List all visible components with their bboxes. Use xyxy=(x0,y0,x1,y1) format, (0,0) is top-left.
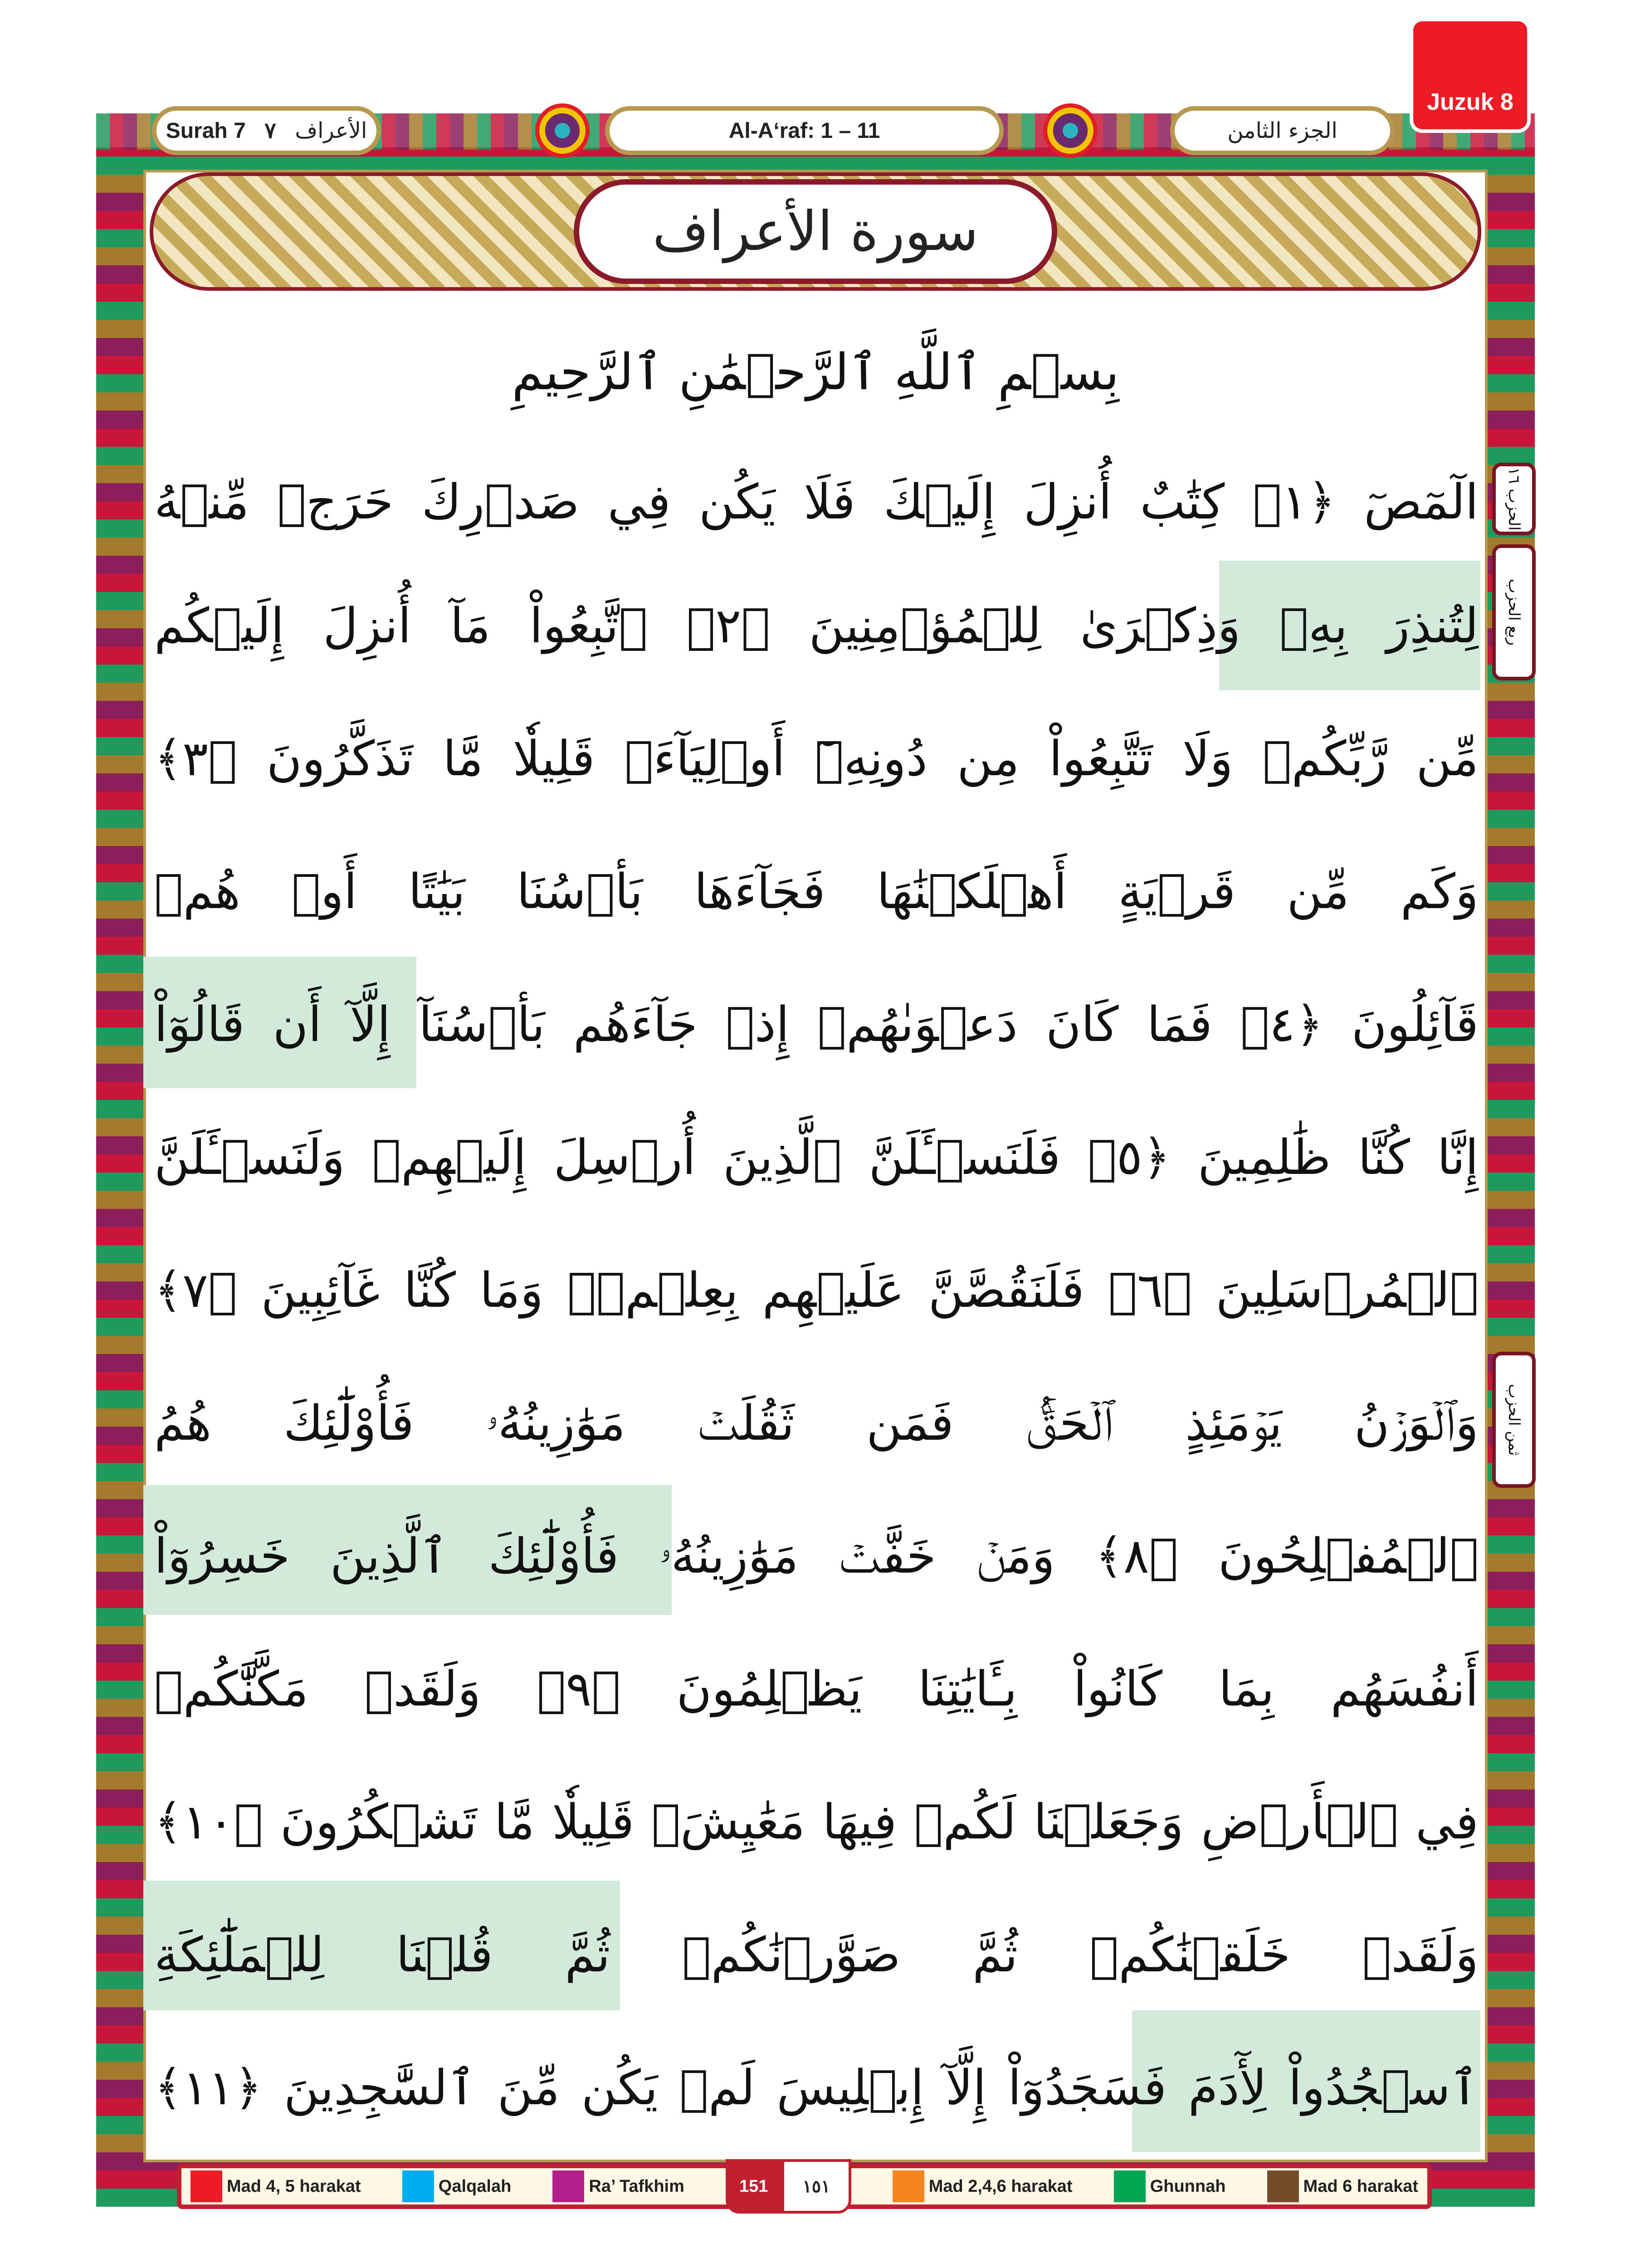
legend-swatch xyxy=(1267,2170,1299,2202)
bismillah: بِسۡمِ ٱللَّهِ ٱلرَّحۡمَٰنِ ٱلرَّحِيمِ xyxy=(512,343,1119,401)
legend-item xyxy=(190,2170,361,2202)
legend-swatch xyxy=(402,2170,434,2202)
legend-item xyxy=(552,2170,684,2202)
surah-name-ar: الأعراف xyxy=(295,118,367,143)
legend-item xyxy=(1114,2170,1226,2202)
verse-line: وَكَم مِّن قَرۡيَةٍ أَهۡلَكۡنَٰهَا فَجَآءَهَا بَأۡسُنَا بَيَٰتًا أَوۡ هُمۡ xyxy=(154,864,1479,919)
surah-latin: Surah 7 xyxy=(166,118,246,143)
medallion-icon xyxy=(535,103,590,158)
legend-item xyxy=(893,2170,1073,2202)
verse-line: وَٱلۡوَزۡنُ يَوۡمَئِذٍ ٱلۡحَقُّۚ فَمَن ثَقُلَتۡ مَوَٰزِينُهُۥ فَأُوْلَٰٓئِكَ هُمُ xyxy=(154,1395,1479,1451)
verse-line: إِنَّا كُنَّا ظَٰلِمِينَ ﴿٥﴾ فَلَنَسۡـَٔلَنَّ ٱلَّذِينَ أُرۡسِلَ إِلَيۡهِمۡ وَلَنَسۡـَٔلَنَّ xyxy=(154,1129,1479,1185)
hizb-marker: الحزب ١٦ xyxy=(1492,463,1536,535)
legend-label: Ghunnah xyxy=(1150,2176,1226,2196)
page-number-ar: ١٥١ xyxy=(781,2159,851,2214)
legend-swatch xyxy=(1114,2170,1146,2202)
page-number xyxy=(726,2159,851,2214)
juzuk-tab[interactable]: Juzuk 8 xyxy=(1410,18,1531,133)
verse-line: قَآئِلُونَ ﴿٤﴾ فَمَا كَانَ دَعۡوَىٰهُمۡ إِذۡ جَآءَهُم بَأۡسُنَآ إِلَّآ أَن قَالُوٓاْ xyxy=(154,997,1479,1052)
page-title: Al-A‘raf: 1 – 11 xyxy=(605,106,1004,155)
surah-banner-title: سورة الأعراف xyxy=(574,179,1057,284)
verse-line: ٱسۡجُدُواْ لِأٓدَمَ فَسَجَدُوٓاْ إِلَّآ إِبۡلِيسَ لَمۡ يَكُن مِّنَ ٱلسَّٰجِدِينَ ﴿١١﴾ xyxy=(154,2060,1479,2116)
verse-line: لِتُنذِرَ بِهِۦ وَذِكۡرَىٰ لِلۡمُؤۡمِنِينَ ﴿٢﴾ ٱتَّبِعُواْ مَآ أُنزِلَ إِلَيۡكُم xyxy=(154,598,1479,654)
verse-line: ٱلۡمُرۡسَلِينَ ﴿٦﴾ فَلَنَقُصَّنَّ عَلَيۡهِم بِعِلۡمٖۖ وَمَا كُنَّا غَآئِبِينَ ﴿٧﴾ xyxy=(154,1262,1479,1318)
verse-line: ٱلۡمُفۡلِحُونَ ﴿٨﴾ وَمَنۡ خَفَّتۡ مَوَٰزِينُهُۥ فَأُوْلَٰٓئِكَ ٱلَّذِينَ خَسِرُوٓاْ xyxy=(154,1528,1479,1584)
legend-label: Mad 2,4,6 harakat xyxy=(928,2176,1073,2196)
rub-marker: ربع الحزب xyxy=(1492,544,1536,680)
legend-label: Qalqalah xyxy=(438,2176,512,2196)
verse-line: أَنفُسَهُم بِمَا كَانُواْ بِـَٔايَٰتِنَا يَظۡلِمُونَ ﴿٩﴾ وَلَقَدۡ مَكَّنَّٰكُمۡ xyxy=(154,1661,1479,1717)
thumun-marker: ثمن الحزب xyxy=(1492,1352,1536,1488)
medallion-icon xyxy=(1043,103,1098,158)
juz-name-ar: الجزء الثامن xyxy=(1170,106,1395,155)
legend-item xyxy=(402,2170,512,2202)
legend-swatch xyxy=(552,2170,584,2202)
verse-line: وَلَقَدۡ خَلَقۡنَٰكُمۡ ثُمَّ صَوَّرۡنَٰكُمۡ ثُمَّ قُلۡنَا لِلۡمَلَٰٓئِكَةِ xyxy=(154,1927,1479,1983)
page-number-latin: 151 xyxy=(726,2159,781,2214)
legend-swatch xyxy=(893,2170,924,2202)
legend-label: Mad 6 harakat xyxy=(1303,2176,1418,2196)
surah-number-ar: ٧ xyxy=(264,119,276,143)
surah-indicator xyxy=(152,106,381,155)
tajweed-legend xyxy=(177,2164,1432,2209)
legend-label: Ra’ Tafkhim xyxy=(589,2176,684,2196)
verse-line: فِي ٱلۡأَرۡضِ وَجَعَلۡنَا لَكُمۡ فِيهَا مَعَٰيِشَۗ قَلِيلٗا مَّا تَشۡكُرُونَ ﴿١٠﴾ xyxy=(154,1794,1479,1850)
verse-line: الٓمٓصٓ ﴿١﴾ كِتَٰبٌ أُنزِلَ إِلَيۡكَ فَلَا يَكُن فِي صَدۡرِكَ حَرَجٞ مِّنۡهُ xyxy=(154,474,1479,530)
verse-line: مِّن رَّبِّكُمۡ وَلَا تَتَّبِعُواْ مِن دُونِهِۦٓ أَوۡلِيَآءَۗ قَلِيلٗا مَّا تَذَكَّرُونَ ﴿٣﴾ xyxy=(154,731,1479,787)
legend-label: Mad 4, 5 harakat xyxy=(227,2176,361,2196)
legend-swatch xyxy=(190,2170,222,2202)
legend-item xyxy=(1267,2170,1418,2202)
